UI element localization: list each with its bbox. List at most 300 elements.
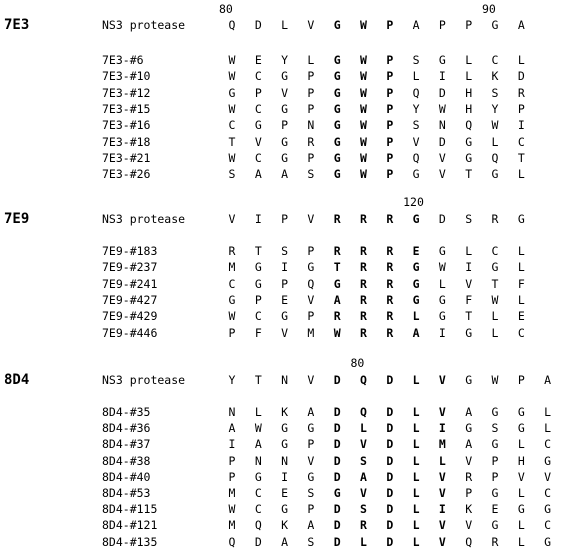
residue: P bbox=[307, 437, 315, 452]
residue: L bbox=[517, 167, 525, 182]
residue: V bbox=[438, 167, 446, 182]
residue: P bbox=[491, 453, 499, 468]
residue: M bbox=[307, 325, 315, 340]
residue: P bbox=[465, 486, 473, 500]
residue: K bbox=[491, 69, 499, 84]
residue: C bbox=[254, 101, 262, 116]
residue: R bbox=[360, 212, 367, 226]
residue: V bbox=[412, 134, 420, 149]
residue: E bbox=[254, 53, 262, 67]
residue: V bbox=[307, 453, 315, 468]
residue: D bbox=[333, 453, 341, 468]
residue: L bbox=[517, 534, 525, 549]
residue: W bbox=[491, 118, 499, 133]
residue: L bbox=[412, 309, 420, 324]
residue: G bbox=[438, 309, 446, 324]
residue: L bbox=[412, 437, 420, 452]
residue: A bbox=[360, 469, 367, 484]
residue: A bbox=[465, 405, 473, 419]
residue: S bbox=[465, 212, 473, 226]
residue: Q bbox=[412, 150, 420, 165]
residue: W bbox=[228, 69, 236, 84]
residue: G bbox=[491, 405, 499, 419]
residue: G bbox=[544, 453, 552, 468]
residue: R bbox=[491, 212, 499, 226]
residue: Y bbox=[281, 53, 289, 67]
residue: G bbox=[438, 244, 446, 258]
residue: W bbox=[360, 18, 367, 32]
residue: P bbox=[386, 85, 394, 100]
residue: P bbox=[307, 244, 315, 258]
residue: P bbox=[307, 502, 315, 517]
residue: C bbox=[517, 134, 525, 149]
residue: M bbox=[228, 486, 236, 500]
group-title: 8D4 bbox=[4, 372, 30, 388]
group-title: 7E3 bbox=[4, 17, 30, 33]
residue: L bbox=[412, 469, 420, 484]
sequence-label: 8D4-#36 bbox=[102, 421, 151, 436]
residue: D bbox=[386, 534, 394, 549]
sequence-label: 7E3-#12 bbox=[102, 85, 151, 100]
residue: D bbox=[386, 437, 394, 452]
residue: V bbox=[281, 325, 289, 340]
residue: G bbox=[333, 69, 341, 84]
residue: P bbox=[254, 85, 262, 100]
residue: V bbox=[228, 212, 236, 226]
residue: G bbox=[333, 53, 341, 67]
residue: P bbox=[386, 18, 394, 32]
residue: E bbox=[517, 309, 525, 324]
residue: N bbox=[228, 405, 236, 419]
residue: C bbox=[254, 69, 262, 84]
residue: H bbox=[517, 453, 525, 468]
residue: L bbox=[412, 502, 420, 517]
residue: V bbox=[465, 276, 473, 291]
residue: P bbox=[517, 101, 525, 116]
residue: F bbox=[517, 276, 525, 291]
residue: G bbox=[254, 118, 262, 133]
residue: R bbox=[386, 212, 394, 226]
residue: G bbox=[544, 502, 552, 517]
residue: G bbox=[465, 150, 473, 165]
residue: L bbox=[517, 260, 525, 275]
residue: L bbox=[465, 244, 473, 258]
residue: V bbox=[465, 518, 473, 533]
residue: G bbox=[465, 421, 473, 436]
residue: R bbox=[333, 309, 341, 324]
residue: P bbox=[491, 469, 499, 484]
residue: D bbox=[333, 373, 341, 387]
sequence-label: NS3 protease bbox=[102, 373, 186, 387]
sequence-label: 8D4-#40 bbox=[102, 469, 151, 484]
residue: V bbox=[360, 437, 367, 452]
residue: P bbox=[228, 469, 236, 484]
residue: L bbox=[412, 69, 420, 84]
residue: D bbox=[386, 486, 394, 500]
residue: D bbox=[333, 518, 341, 533]
residue: W bbox=[360, 118, 367, 133]
residue: G bbox=[281, 502, 289, 517]
residue: G bbox=[281, 421, 289, 436]
residue: G bbox=[491, 18, 499, 32]
residue: W bbox=[438, 260, 446, 275]
residue: D bbox=[386, 405, 394, 419]
residue: D bbox=[254, 18, 262, 32]
residue: Q bbox=[228, 534, 236, 549]
residue: R bbox=[360, 260, 367, 275]
residue: I bbox=[438, 69, 446, 84]
residue: V bbox=[544, 469, 552, 484]
residue: V bbox=[307, 212, 315, 226]
sequence-label: 8D4-#53 bbox=[102, 486, 151, 500]
residue: N bbox=[281, 373, 289, 387]
residue: Q bbox=[307, 276, 315, 291]
residue: G bbox=[228, 292, 236, 307]
residue: A bbox=[517, 18, 525, 32]
residue: T bbox=[254, 244, 262, 258]
residue: Q bbox=[491, 150, 499, 165]
residue: L bbox=[491, 325, 499, 340]
residue: G bbox=[333, 276, 341, 291]
sequence-label: 8D4-#35 bbox=[102, 405, 151, 419]
residue: M bbox=[438, 437, 446, 452]
residue: S bbox=[412, 53, 420, 67]
residue: G bbox=[491, 518, 499, 533]
residue: S bbox=[412, 118, 420, 133]
residue: G bbox=[465, 134, 473, 149]
residue: L bbox=[412, 518, 420, 533]
position-number: 90 bbox=[482, 2, 496, 16]
residue: G bbox=[491, 486, 499, 500]
residue: L bbox=[517, 244, 525, 258]
residue: A bbox=[307, 405, 315, 419]
residue: W bbox=[228, 309, 236, 324]
residue: G bbox=[412, 276, 420, 291]
residue: C bbox=[254, 486, 262, 500]
residue: G bbox=[333, 134, 341, 149]
residue: D bbox=[438, 85, 446, 100]
residue: R bbox=[386, 244, 394, 258]
residue: G bbox=[333, 85, 341, 100]
residue: P bbox=[307, 101, 315, 116]
residue: L bbox=[517, 518, 525, 533]
residue: K bbox=[281, 405, 289, 419]
residue: A bbox=[333, 292, 341, 307]
residue: M bbox=[228, 518, 236, 533]
residue: Q bbox=[412, 85, 420, 100]
residue: G bbox=[281, 134, 289, 149]
residue: G bbox=[544, 534, 552, 549]
residue: P bbox=[307, 150, 315, 165]
residue: C bbox=[228, 276, 236, 291]
residue: T bbox=[517, 150, 525, 165]
residue: G bbox=[438, 53, 446, 67]
residue: P bbox=[386, 118, 394, 133]
residue: P bbox=[307, 85, 315, 100]
residue: L bbox=[281, 18, 289, 32]
residue: R bbox=[386, 309, 394, 324]
sequence-label: 7E3-#15 bbox=[102, 101, 151, 116]
residue: V bbox=[517, 469, 525, 484]
residue: V bbox=[281, 85, 289, 100]
residue: R bbox=[517, 85, 525, 100]
residue: D bbox=[333, 469, 341, 484]
residue: L bbox=[360, 421, 367, 436]
residue: R bbox=[360, 292, 367, 307]
residue: E bbox=[491, 502, 499, 517]
position-number: 80 bbox=[350, 356, 365, 370]
residue: I bbox=[438, 325, 446, 340]
residue: D bbox=[386, 373, 394, 387]
residue: W bbox=[333, 325, 341, 340]
residue: W bbox=[491, 373, 499, 387]
residue: G bbox=[517, 502, 525, 517]
residue: I bbox=[254, 212, 262, 226]
residue: I bbox=[465, 260, 473, 275]
residue: W bbox=[254, 421, 262, 436]
residue: G bbox=[281, 101, 289, 116]
sequence-label: NS3 protease bbox=[102, 18, 186, 32]
residue: L bbox=[517, 437, 525, 452]
residue: W bbox=[360, 134, 367, 149]
residue: C bbox=[228, 118, 236, 133]
residue: R bbox=[386, 276, 394, 291]
residue: A bbox=[412, 325, 420, 340]
residue: R bbox=[386, 325, 394, 340]
residue: D bbox=[386, 421, 394, 436]
residue: W bbox=[360, 85, 367, 100]
residue: G bbox=[412, 212, 420, 226]
residue: S bbox=[360, 453, 367, 468]
residue: G bbox=[307, 421, 315, 436]
residue: Q bbox=[465, 534, 473, 549]
residue: G bbox=[412, 292, 420, 307]
residue: L bbox=[491, 134, 499, 149]
residue: C bbox=[254, 309, 262, 324]
sequence-label: 7E3-#16 bbox=[102, 118, 151, 133]
sequence-label: 8D4-#121 bbox=[102, 518, 158, 533]
sequence-label: 7E9-#237 bbox=[102, 260, 158, 275]
residue: L bbox=[517, 53, 525, 67]
residue: S bbox=[307, 486, 315, 500]
sequence-label: 7E9-#429 bbox=[102, 309, 158, 324]
residue: W bbox=[228, 150, 236, 165]
residue: Q bbox=[254, 518, 262, 533]
residue: Q bbox=[360, 405, 367, 419]
residue: E bbox=[281, 486, 289, 500]
residue: P bbox=[386, 53, 394, 67]
residue: N bbox=[307, 118, 315, 133]
residue: G bbox=[333, 167, 341, 182]
sequence-label: 8D4-#115 bbox=[102, 502, 158, 517]
residue: T bbox=[333, 260, 341, 275]
residue: Q bbox=[228, 18, 236, 32]
residue: P bbox=[228, 325, 236, 340]
residue: P bbox=[281, 276, 289, 291]
residue: L bbox=[544, 421, 552, 436]
residue: L bbox=[517, 292, 525, 307]
residue: L bbox=[438, 276, 446, 291]
residue: G bbox=[254, 469, 262, 484]
residue: G bbox=[517, 421, 525, 436]
residue: S bbox=[228, 167, 236, 182]
residue: D bbox=[333, 502, 341, 517]
residue: D bbox=[517, 69, 525, 84]
residue: R bbox=[491, 534, 499, 549]
residue: L bbox=[438, 453, 446, 468]
residue: I bbox=[438, 502, 446, 517]
residue: A bbox=[281, 167, 289, 182]
residue: T bbox=[465, 167, 473, 182]
residue: A bbox=[281, 534, 289, 549]
residue: F bbox=[465, 292, 473, 307]
sequence-label: 7E3-#26 bbox=[102, 167, 151, 182]
residue: L bbox=[412, 534, 420, 549]
residue: G bbox=[281, 309, 289, 324]
residue: G bbox=[228, 85, 236, 100]
residue: M bbox=[228, 260, 236, 275]
sequence-label: 7E3-#18 bbox=[102, 134, 151, 149]
residue: A bbox=[254, 437, 262, 452]
residue: P bbox=[386, 101, 394, 116]
residue: I bbox=[438, 421, 446, 436]
residue: H bbox=[465, 85, 473, 100]
residue: W bbox=[491, 292, 499, 307]
residue: Y bbox=[228, 373, 236, 387]
residue: L bbox=[412, 486, 420, 500]
residue: A bbox=[228, 421, 236, 436]
residue: P bbox=[228, 453, 236, 468]
residue: D bbox=[333, 405, 341, 419]
residue: V bbox=[438, 486, 446, 500]
residue: Y bbox=[412, 101, 420, 116]
residue: V bbox=[307, 373, 315, 387]
residue: P bbox=[254, 292, 262, 307]
sequence-label: 8D4-#38 bbox=[102, 453, 151, 468]
residue: D bbox=[333, 534, 341, 549]
residue: W bbox=[360, 69, 367, 84]
residue: H bbox=[465, 101, 473, 116]
residue: K bbox=[465, 502, 473, 517]
residue: W bbox=[228, 101, 236, 116]
sequence-label: 7E9-#446 bbox=[102, 325, 158, 340]
residue: S bbox=[307, 167, 315, 182]
residue: P bbox=[307, 69, 315, 84]
residue: G bbox=[465, 373, 473, 387]
residue: G bbox=[281, 69, 289, 84]
residue: R bbox=[360, 276, 367, 291]
sequence-label: 8D4-#37 bbox=[102, 437, 151, 452]
sequence-label: 7E9-#241 bbox=[102, 276, 158, 291]
residue: C bbox=[491, 53, 499, 67]
residue: Q bbox=[360, 373, 367, 387]
residue: P bbox=[281, 212, 289, 226]
residue: P bbox=[465, 18, 473, 32]
residue: W bbox=[360, 150, 367, 165]
residue: V bbox=[307, 18, 315, 32]
residue: D bbox=[386, 518, 394, 533]
residue: V bbox=[307, 292, 315, 307]
residue: F bbox=[254, 325, 262, 340]
residue: R bbox=[386, 260, 394, 275]
residue: V bbox=[254, 134, 262, 149]
residue: C bbox=[517, 325, 525, 340]
residue: P bbox=[386, 150, 394, 165]
residue: W bbox=[438, 101, 446, 116]
residue: C bbox=[544, 437, 552, 452]
residue: V bbox=[438, 150, 446, 165]
residue: Y bbox=[491, 101, 499, 116]
residue: G bbox=[491, 437, 499, 452]
residue: T bbox=[491, 276, 499, 291]
residue: L bbox=[412, 405, 420, 419]
sequence-label: 7E3-#10 bbox=[102, 69, 151, 84]
residue: W bbox=[360, 53, 367, 67]
residue: I bbox=[281, 260, 289, 275]
residue: L bbox=[412, 373, 420, 387]
residue: R bbox=[307, 134, 315, 149]
residue: V bbox=[438, 373, 446, 387]
residue: G bbox=[333, 118, 341, 133]
residue: N bbox=[254, 453, 262, 468]
residue: P bbox=[386, 167, 394, 182]
residue: G bbox=[333, 18, 341, 32]
residue: C bbox=[544, 518, 552, 533]
residue: L bbox=[544, 405, 552, 419]
residue: D bbox=[438, 134, 446, 149]
residue: G bbox=[412, 167, 420, 182]
residue: G bbox=[517, 212, 525, 226]
residue: G bbox=[281, 150, 289, 165]
residue: R bbox=[333, 212, 341, 226]
residue: V bbox=[465, 453, 473, 468]
residue: C bbox=[544, 486, 552, 500]
group-title: 7E9 bbox=[4, 211, 30, 227]
residue: S bbox=[281, 244, 289, 258]
sequence-label: 7E9-#183 bbox=[102, 244, 158, 258]
residue: S bbox=[491, 421, 499, 436]
residue: L bbox=[517, 486, 525, 500]
residue: L bbox=[491, 309, 499, 324]
sequence-label: 7E3-#21 bbox=[102, 150, 151, 165]
residue: D bbox=[333, 421, 341, 436]
residue: G bbox=[412, 260, 420, 275]
residue: T bbox=[465, 309, 473, 324]
residue: G bbox=[465, 325, 473, 340]
residue: G bbox=[254, 276, 262, 291]
residue: P bbox=[281, 118, 289, 133]
residue: A bbox=[465, 437, 473, 452]
residue: W bbox=[360, 101, 367, 116]
residue: E bbox=[281, 292, 289, 307]
residue: D bbox=[333, 437, 341, 452]
residue: S bbox=[360, 502, 367, 517]
residue: L bbox=[254, 405, 262, 419]
residue: T bbox=[228, 134, 236, 149]
residue: G bbox=[307, 260, 315, 275]
residue: V bbox=[438, 405, 446, 419]
residue: I bbox=[228, 437, 236, 452]
residue: R bbox=[465, 469, 473, 484]
residue: R bbox=[360, 518, 367, 533]
residue: I bbox=[517, 118, 525, 133]
residue: G bbox=[333, 150, 341, 165]
residue: W bbox=[228, 502, 236, 517]
residue: N bbox=[281, 453, 289, 468]
residue: C bbox=[491, 244, 499, 258]
residue: C bbox=[254, 502, 262, 517]
residue: T bbox=[254, 373, 262, 387]
